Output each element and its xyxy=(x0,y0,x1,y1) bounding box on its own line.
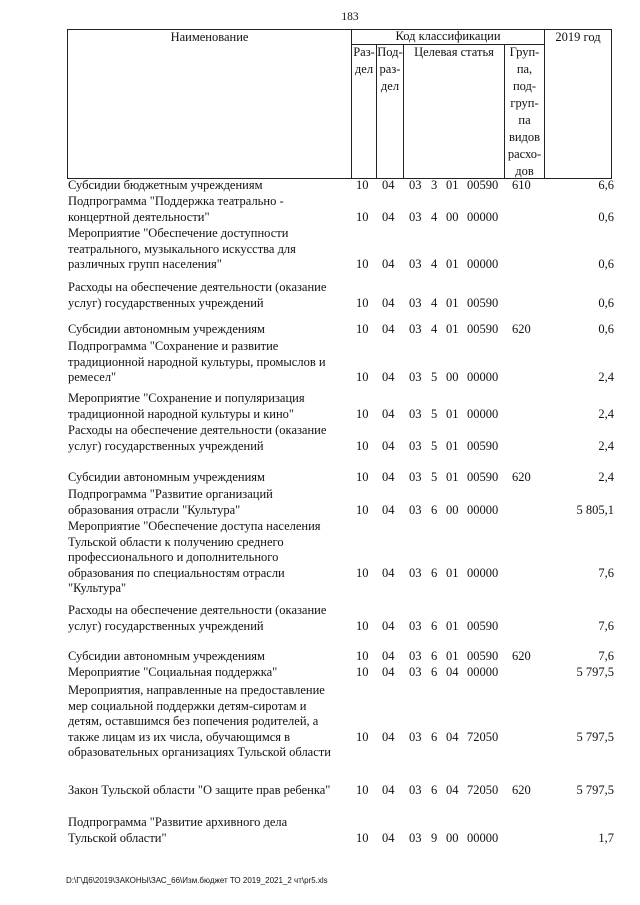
code-pr: 04 xyxy=(382,438,395,453)
row-name xyxy=(68,603,350,634)
row-name-line: услуг) государственных учреждений xyxy=(68,618,264,633)
code-r: 10 xyxy=(356,406,369,421)
row-name xyxy=(68,683,350,761)
code-b: 5 xyxy=(431,438,438,453)
code-a: 03 xyxy=(409,618,422,633)
code-r: 10 xyxy=(356,438,369,453)
code-a: 03 xyxy=(409,649,422,663)
code-a: 03 xyxy=(409,502,422,517)
code-r: 10 xyxy=(356,729,369,744)
code-c: 01 xyxy=(446,295,459,310)
row-name-line: различных групп населения" xyxy=(68,257,222,271)
code-r: 10 xyxy=(356,618,369,633)
row-name xyxy=(68,322,350,338)
code-c: 01 xyxy=(446,257,459,271)
code-a: 03 xyxy=(409,565,422,580)
code-r: 10 xyxy=(356,322,369,336)
code-b: 4 xyxy=(431,257,438,271)
code-pr: 04 xyxy=(382,370,395,384)
code-r: 10 xyxy=(356,370,369,384)
header-target: Целевая статья xyxy=(414,45,494,59)
code-r: 10 xyxy=(356,470,369,484)
row-name-line: Субсидии автономным учреждениям xyxy=(68,470,265,484)
row-name-line: Мероприятие "Социальная поддержка" xyxy=(68,665,278,679)
row-name-line: Субсидии бюджетным учреждениям xyxy=(68,178,263,192)
row-name xyxy=(68,178,350,194)
code-b: 5 xyxy=(431,470,438,484)
row-name-line: традиционной народной культуры и кино" xyxy=(68,406,295,421)
code-b: 6 xyxy=(431,618,438,633)
code-a: 03 xyxy=(409,830,422,845)
row-name-line: традиционной народной культуры, промыслов и xyxy=(68,354,326,369)
header-year: 2019 год xyxy=(555,30,601,44)
file-path-footer: D:\Г\Д6\2019\ЗАКОНЫ\ЗАС_66\Изм.бюджет ТО 2019_2021_2 чт\pr5.xls xyxy=(66,876,328,885)
row-name-line: мер социальной поддержки детям-сиротам и xyxy=(68,698,307,713)
code-d: 00000 xyxy=(467,370,499,384)
code-a: 03 xyxy=(409,209,422,224)
row-name xyxy=(68,391,350,422)
code-c: 01 xyxy=(446,618,459,633)
code-pr: 04 xyxy=(382,257,395,271)
code-a: 03 xyxy=(409,406,422,421)
code-d: 00590 xyxy=(467,649,499,663)
code-pr: 04 xyxy=(382,783,395,797)
code-d: 72050 xyxy=(467,783,499,797)
code-d: 00000 xyxy=(467,257,499,271)
code-b: 6 xyxy=(431,665,438,679)
row-sum: 2,4 xyxy=(598,406,614,421)
header-name: Наименование xyxy=(170,30,249,44)
code-v: 620 xyxy=(512,783,531,797)
row-name xyxy=(68,280,350,311)
code-c: 00 xyxy=(446,370,459,384)
code-a: 03 xyxy=(409,370,422,384)
code-a: 03 xyxy=(409,322,422,336)
code-r: 10 xyxy=(356,565,369,580)
code-pr: 04 xyxy=(382,830,395,845)
code-c: 04 xyxy=(446,729,459,744)
code-c: 01 xyxy=(446,649,459,663)
code-a: 03 xyxy=(409,257,422,271)
row-name xyxy=(68,519,350,597)
code-r: 10 xyxy=(356,502,369,517)
row-sum: 7,6 xyxy=(598,618,614,633)
header-target-cell xyxy=(403,44,505,179)
code-b: 5 xyxy=(431,406,438,421)
row-name-line: Тульской области" xyxy=(68,830,167,845)
code-d: 00000 xyxy=(467,502,499,517)
code-c: 00 xyxy=(446,209,459,224)
row-name xyxy=(68,194,350,225)
row-name xyxy=(68,339,350,386)
code-a: 03 xyxy=(409,783,422,797)
code-r: 10 xyxy=(356,783,369,797)
code-a: 03 xyxy=(409,295,422,310)
code-b: 6 xyxy=(431,565,438,580)
code-pr: 04 xyxy=(382,295,395,310)
code-c: 04 xyxy=(446,783,459,797)
row-name-line: образовательных организациях Тульской области xyxy=(68,745,331,759)
code-d: 00000 xyxy=(467,830,499,845)
code-d: 00000 xyxy=(467,406,499,421)
row-name-line: Субсидии автономным учреждениям xyxy=(68,322,265,336)
row-sum: 5 797,5 xyxy=(576,783,614,797)
code-d: 72050 xyxy=(467,729,499,744)
row-name-line: Закон Тульской области "О защите прав ребенка" xyxy=(68,783,331,797)
code-b: 4 xyxy=(431,209,438,224)
row-sum: 2,4 xyxy=(598,438,614,453)
row-name-line: Подпрограмма "Развитие архивного дела xyxy=(68,815,288,829)
code-v: 610 xyxy=(512,178,531,192)
row-name xyxy=(68,470,350,486)
code-b: 4 xyxy=(431,322,438,336)
row-name-line: Мероприятия, направленные на предоставление xyxy=(68,683,325,697)
row-name-line: Тульской области к получению среднего xyxy=(68,534,284,549)
row-name-line: Подпрограмма "Развитие организаций xyxy=(68,487,273,501)
code-r: 10 xyxy=(356,830,369,845)
code-d: 00000 xyxy=(467,209,499,224)
row-sum: 2,4 xyxy=(598,370,614,384)
row-sum: 2,4 xyxy=(598,470,614,484)
row-sum: 0,6 xyxy=(598,257,614,271)
code-pr: 04 xyxy=(382,649,395,663)
row-name xyxy=(68,783,350,799)
row-name-line: профессионального и дополнительного xyxy=(68,550,279,564)
code-c: 01 xyxy=(446,438,459,453)
row-name xyxy=(68,815,350,846)
code-c: 01 xyxy=(446,406,459,421)
row-name-line: ремесел" xyxy=(68,370,117,384)
row-name-line: Субсидии автономным учреждениям xyxy=(68,649,265,663)
row-sum: 0,6 xyxy=(598,322,614,336)
code-b: 4 xyxy=(431,295,438,310)
code-pr: 04 xyxy=(382,178,395,192)
code-b: 9 xyxy=(431,830,438,845)
row-name xyxy=(68,423,350,454)
row-name-line: Расходы на обеспечение деятельности (оказание xyxy=(68,603,327,617)
code-d: 00590 xyxy=(467,470,499,484)
code-pr: 04 xyxy=(382,565,395,580)
code-b: 6 xyxy=(431,729,438,744)
code-d: 00590 xyxy=(467,618,499,633)
code-c: 01 xyxy=(446,178,459,192)
row-name-line: Расходы на обеспечение деятельности (оказание xyxy=(68,423,327,437)
header-classification: Код классификации xyxy=(395,29,501,43)
code-a: 03 xyxy=(409,665,422,679)
code-d: 00590 xyxy=(467,295,499,310)
page-number: 183 xyxy=(341,11,359,23)
code-v: 620 xyxy=(512,649,531,663)
row-name-line: образования по специальностям отрасли xyxy=(68,565,285,580)
code-a: 03 xyxy=(409,470,422,484)
code-r: 10 xyxy=(356,649,369,663)
row-name xyxy=(68,226,350,273)
code-d: 00590 xyxy=(467,438,499,453)
code-pr: 04 xyxy=(382,209,395,224)
row-name-line: Мероприятие "Обеспечение доступа населения xyxy=(68,519,321,533)
row-name-line: образования отрасли "Культура" xyxy=(68,502,241,517)
row-name-line: "Культура" xyxy=(68,581,127,595)
code-d: 00000 xyxy=(467,665,499,679)
code-r: 10 xyxy=(356,257,369,271)
row-sum: 1,7 xyxy=(598,830,614,845)
code-pr: 04 xyxy=(382,322,395,336)
code-pr: 04 xyxy=(382,729,395,744)
code-r: 10 xyxy=(356,209,369,224)
code-pr: 04 xyxy=(382,502,395,517)
code-c: 00 xyxy=(446,830,459,845)
row-name-line: детям, оставшимся без попечения родителей, а xyxy=(68,714,319,728)
code-pr: 04 xyxy=(382,618,395,633)
header-year-cell xyxy=(544,29,612,179)
row-name-line: услуг) государственных учреждений xyxy=(68,295,264,310)
row-name xyxy=(68,665,350,681)
header-name-cell xyxy=(67,29,352,179)
header-razdel: Раз- дел xyxy=(353,45,375,76)
code-r: 10 xyxy=(356,665,369,679)
row-sum: 5 805,1 xyxy=(576,502,614,517)
row-name xyxy=(68,487,350,518)
code-c: 01 xyxy=(446,565,459,580)
code-v: 620 xyxy=(512,470,531,484)
row-sum: 5 797,5 xyxy=(576,665,614,679)
code-a: 03 xyxy=(409,178,422,192)
code-pr: 04 xyxy=(382,665,395,679)
code-pr: 04 xyxy=(382,406,395,421)
code-c: 01 xyxy=(446,322,459,336)
row-name-line: Расходы на обеспечение деятельности (оказание xyxy=(68,280,327,294)
code-b: 6 xyxy=(431,783,438,797)
code-v: 620 xyxy=(512,322,531,336)
row-sum: 7,6 xyxy=(598,565,614,580)
code-d: 00590 xyxy=(467,178,499,192)
code-c: 01 xyxy=(446,470,459,484)
row-sum: 0,6 xyxy=(598,295,614,310)
row-name xyxy=(68,649,350,665)
code-c: 00 xyxy=(446,502,459,517)
code-r: 10 xyxy=(356,178,369,192)
code-d: 00590 xyxy=(467,322,499,336)
row-sum: 6,6 xyxy=(598,178,614,192)
code-a: 03 xyxy=(409,729,422,744)
header-group: Груп- па, под- груп- па видов расхо- дов xyxy=(507,45,542,178)
row-name-line: Подпрограмма "Поддержка театрально - xyxy=(68,194,284,208)
code-b: 6 xyxy=(431,502,438,517)
code-b: 6 xyxy=(431,649,438,663)
row-name-line: театрального, музыкального искусства для xyxy=(68,241,296,256)
row-sum: 7,6 xyxy=(598,649,614,663)
header-podrazdel: Под- раз- дел xyxy=(377,45,403,93)
code-b: 5 xyxy=(431,370,438,384)
row-name-line: услуг) государственных учреждений xyxy=(68,438,264,453)
row-name-line: Мероприятие "Сохранение и популяризация xyxy=(68,391,305,405)
row-name-line: Мероприятие "Обеспечение доступности xyxy=(68,226,289,240)
code-d: 00000 xyxy=(467,565,499,580)
code-c: 04 xyxy=(446,665,459,679)
row-name-line: Подпрограмма "Сохранение и развитие xyxy=(68,339,279,353)
code-pr: 04 xyxy=(382,470,395,484)
row-sum: 0,6 xyxy=(598,209,614,224)
row-sum: 5 797,5 xyxy=(576,729,614,744)
code-r: 10 xyxy=(356,295,369,310)
code-a: 03 xyxy=(409,438,422,453)
row-name-line: концертной деятельности" xyxy=(68,209,210,224)
row-name-line: также лицам из их числа, обучающимся в xyxy=(68,729,291,744)
code-b: 3 xyxy=(431,178,438,192)
